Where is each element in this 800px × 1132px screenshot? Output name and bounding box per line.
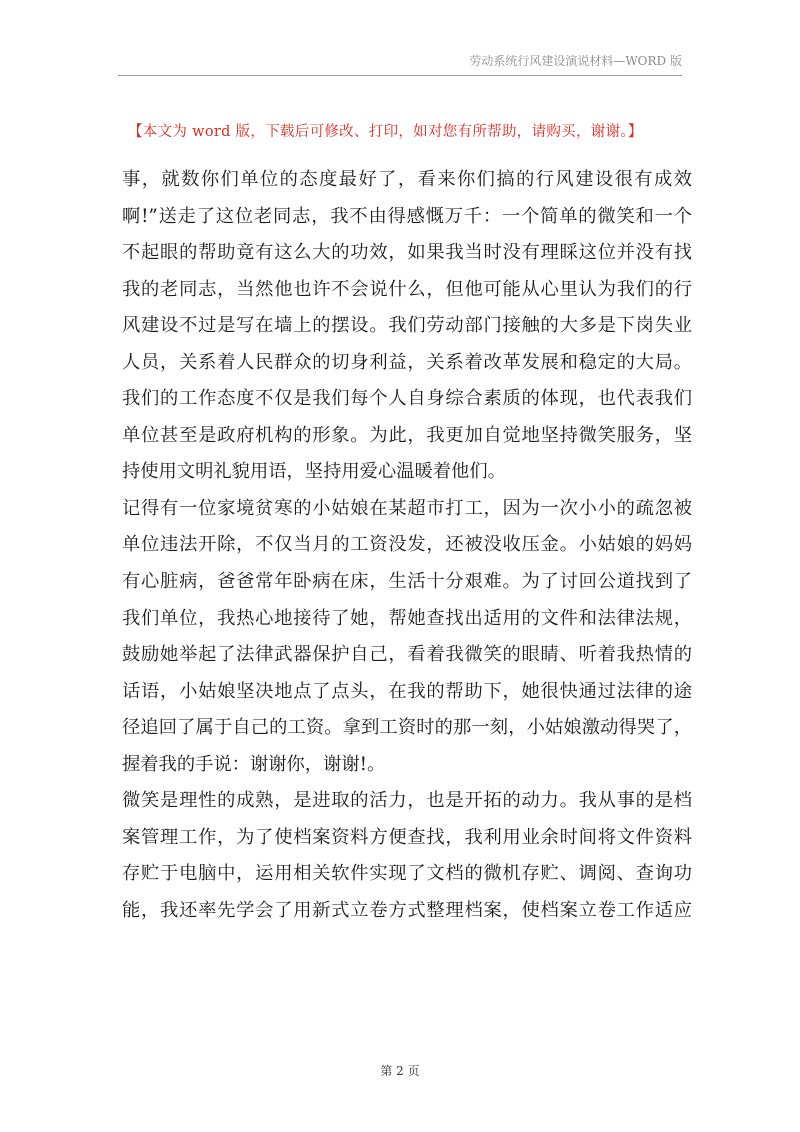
text-line: 单位甚至是政府机构的形象。为此，我更加自觉地坚持微笑服务，坚 <box>122 424 692 446</box>
text-line: 握着我的手说：谢谢你，谢谢!。 <box>122 753 386 775</box>
text-line: 人员，关系着人民群众的切身利益，关系着改革发展和稳定的大局。 <box>122 351 692 373</box>
running-header: 劳动系统行风建设演说材料—WORD 版 <box>469 54 682 68</box>
text-line: 存贮于电脑中，运用相关软件实现了文档的微机存贮、调阅、查询功 <box>122 863 692 885</box>
text-line: 事，就数你们单位的态度最好了，看来你们搞的行风建设很有成效 <box>122 169 692 190</box>
text-line: 鼓励她举起了法律武器保护自己，看着我微笑的眼睛、听着我热情的 <box>122 644 692 666</box>
text-line: 我的老同志，当然他也许不会说什么，但他可能从心里认为我们的行 <box>122 278 692 300</box>
header-divider <box>118 75 682 76</box>
text-line: 话语，小姑娘坚决地点了点头，在我的帮助下，她很快通过法律的途 <box>122 680 692 702</box>
text-line: 径追回了属于自己的工资。拿到工资时的那一刻，小姑娘激动得哭了， <box>122 717 692 739</box>
text-line: 不起眼的帮助竟有这么大的功效，如果我当时没有理睬这位并没有找 <box>122 242 692 264</box>
text-line: 我们的工作态度不仅是我们每个人自身综合素质的体现，也代表我们 <box>122 388 692 410</box>
text-line: 我们单位，我热心地接待了她，帮她查找出适用的文件和法律法规， <box>122 607 692 629</box>
text-line: 记得有一位家境贫寒的小姑娘在某超市打工，因为一次小小的疏忽被 <box>122 497 692 519</box>
text-line: 案管理工作，为了使档案资料方便查找，我利用业余时间将文件资料 <box>122 826 692 848</box>
text-line: 能，我还率先学会了用新式立卷方式整理档案，使档案立卷工作适应 <box>122 899 692 921</box>
text-line: 啊!”送走了这位老同志，我不由得感慨万千：一个简单的微笑和一个 <box>122 205 692 227</box>
document-body <box>122 162 692 929</box>
purchase-notice: 【本文为 word 版，下载后可修改、打印，如对您有所帮助，请购买，谢谢。】 <box>128 124 643 140</box>
text-line: 单位违法开除，不仅当月的工资没发，还被没收压金。小姑娘的妈妈 <box>122 534 692 556</box>
text-line: 持使用文明礼貌用语，坚持用爱心温暖着他们。 <box>122 461 506 483</box>
page-number: 第 2 页 <box>380 1064 420 1078</box>
text-line: 有心脏病，爸爸常年卧病在床，生活十分艰难。为了讨回公道找到了 <box>122 571 692 593</box>
text-line: 微笑是理性的成熟，是进取的活力，也是开拓的动力。我从事的是档 <box>122 790 692 812</box>
text-line: 风建设不过是写在墙上的摆设。我们劳动部门接触的大多是下岗失业 <box>122 315 692 337</box>
